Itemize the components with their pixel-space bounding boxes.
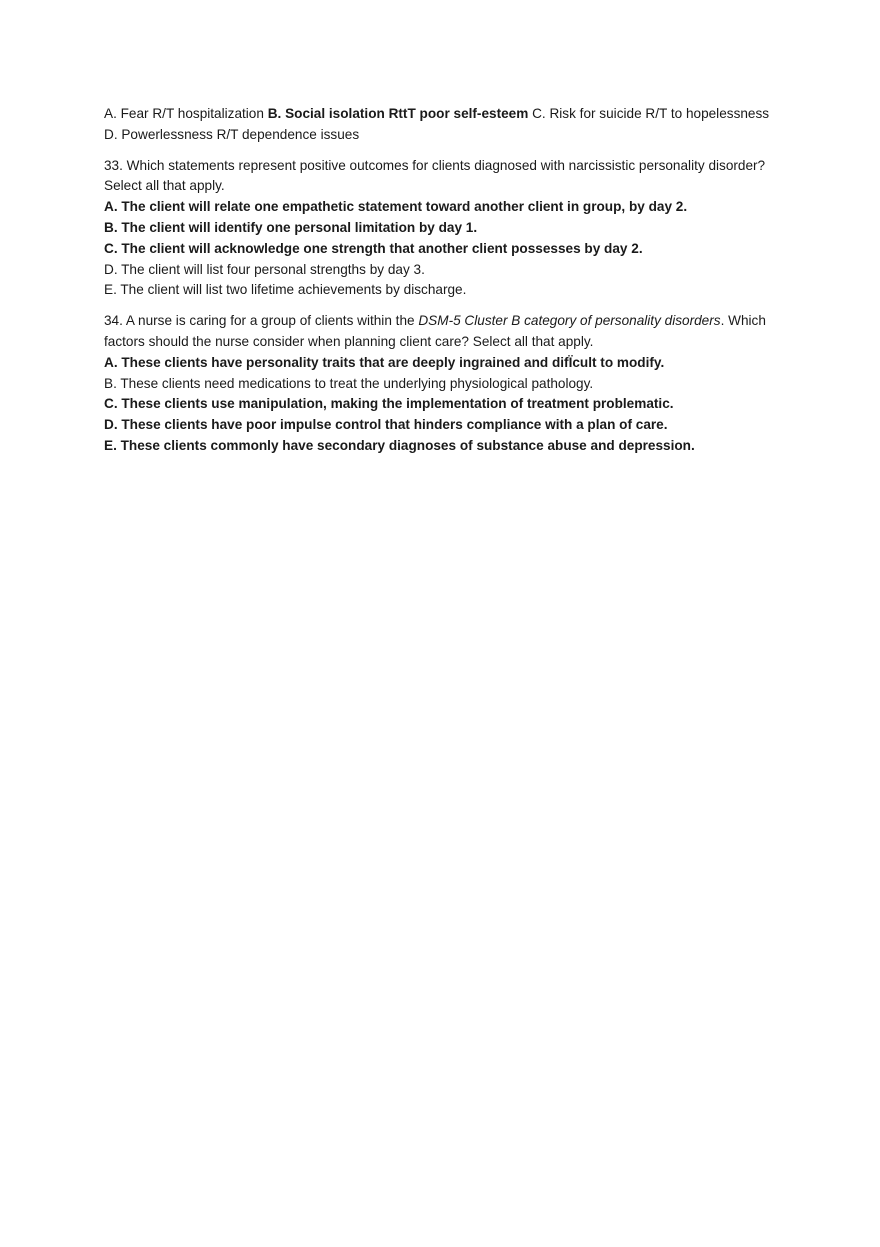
question-34-option-a: A. These clients have personality traits that are deeply ingrained and difÏcult to modify.: [104, 354, 665, 370]
question-33: [104, 156, 784, 302]
question-33-option-a: A. The client will relate one empathetic statement toward another client in group, by day 2.: [104, 199, 688, 215]
prev-option-b: B. Social isolation RttT poor self-esteem: [267, 106, 529, 121]
question-33-stem: 33. Which statements represent positive outcomes for clients diagnosed with narcissistic personality disorder? Select all that apply.: [104, 157, 766, 194]
prev-option-c: C. Risk for suicide R/T to hopelessness: [532, 106, 770, 121]
question-34-option-b: B. These clients need medications to treat the underlying physiological pathology.: [104, 375, 594, 391]
previous-question-options: [104, 104, 784, 146]
prev-option-a: A. Fear R/T hospitalization: [104, 106, 264, 121]
question-34-stem: [104, 311, 784, 353]
question-34-option-d: D. These clients have poor impulse control that hinders compliance with a plan of care.: [104, 417, 668, 433]
question-34-option-c: C. These clients use manipulation, making the implementation of treatment problematic.: [104, 396, 674, 412]
question-33-option-e: E. The client will list two lifetime achievements by discharge.: [104, 282, 467, 298]
question-34: [104, 311, 784, 457]
question-34-stem-before: 34. A nurse is caring for a group of clients within the: [104, 313, 415, 329]
question-34-stem-italic: DSM-5 Cluster B category of personality disorders: [418, 313, 721, 329]
question-33-option-b: B. The client will identify one personal limitation by day 1.: [104, 219, 478, 235]
question-33-option-d: D. The client will list four personal strengths by day 3.: [104, 261, 425, 277]
document-content: [104, 104, 784, 467]
prev-option-d: D. Powerlessness R/T dependence issues: [104, 126, 360, 142]
question-34-stem-after: . Which factors should the nurse consider when planning client care? Select all that apply.: [104, 313, 766, 349]
question-33-option-c: C. The client will acknowledge one strength that another client possesses by day 2.: [104, 240, 643, 256]
question-34-option-e: E. These clients commonly have secondary diagnoses of substance abuse and depression.: [104, 437, 695, 453]
